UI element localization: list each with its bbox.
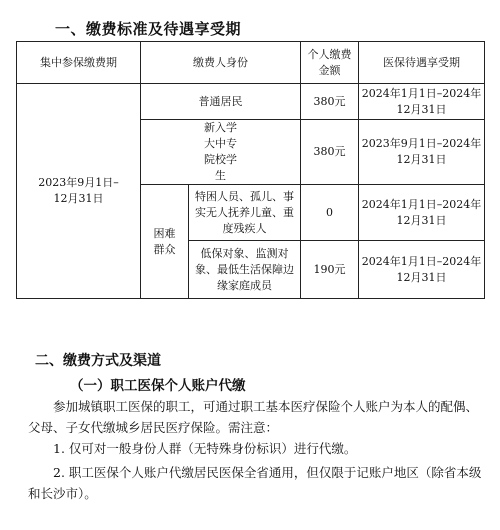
section-2-subtitle: （一）职工医保个人账户代缴: [70, 378, 246, 394]
identity-cell: 低保对象、监测对象、最低生活保障边缘家庭成员: [189, 241, 301, 299]
benefit-cell: 2024年1月1日–2024年12月31日: [359, 84, 485, 120]
amount-cell: 190元: [301, 241, 359, 299]
fee-table: [16, 41, 485, 299]
period-value: 2023年9月1日–12月31日: [17, 84, 141, 299]
amount-cell: 380元: [301, 120, 359, 185]
section-2-title: 二、缴费方式及渠道: [35, 353, 161, 369]
identity-cell: 新入学大中专院校学生: [141, 120, 301, 185]
list-item-2: 2. 职工医保个人账户代缴居民医保全省通用，但仅限于记账户地区（除省本级和长沙市）。: [28, 465, 482, 501]
group-label: 困难群众: [141, 185, 189, 299]
identity-cell: 普通居民: [141, 84, 301, 120]
amount-cell: 380元: [301, 84, 359, 120]
benefit-cell: 2024年1月1日–2024年12月31日: [359, 185, 485, 241]
header-amount: 个人缴费金额: [301, 42, 359, 84]
section-1-title: 一、缴费标准及待遇享受期: [55, 20, 242, 38]
benefit-cell: 2024年1月1日–2024年12月31日: [359, 241, 485, 299]
benefit-cell: 2023年9月1日–2024年12月31日: [359, 120, 485, 185]
paragraph-intro: 参加城镇职工医保的职工，可通过职工基本医疗保险个人账户为本人的配偶、父母、子女代缴城乡居民医疗保险。需注意：: [28, 399, 479, 435]
identity-cell: 特困人员、孤儿、事实无人抚养儿童、重度残疾人: [189, 185, 301, 241]
table-row: [17, 84, 485, 120]
table-header-row: [17, 42, 485, 84]
amount-cell: 0: [301, 185, 359, 241]
header-period: 集中参保缴费期: [17, 42, 141, 84]
header-identity: 缴费人身份: [141, 42, 301, 84]
header-benefit: 医保待遇享受期: [359, 42, 485, 84]
list-item-1: 1. 仅可对一般身份人群（无特殊身份标识）进行代缴。: [53, 441, 357, 456]
